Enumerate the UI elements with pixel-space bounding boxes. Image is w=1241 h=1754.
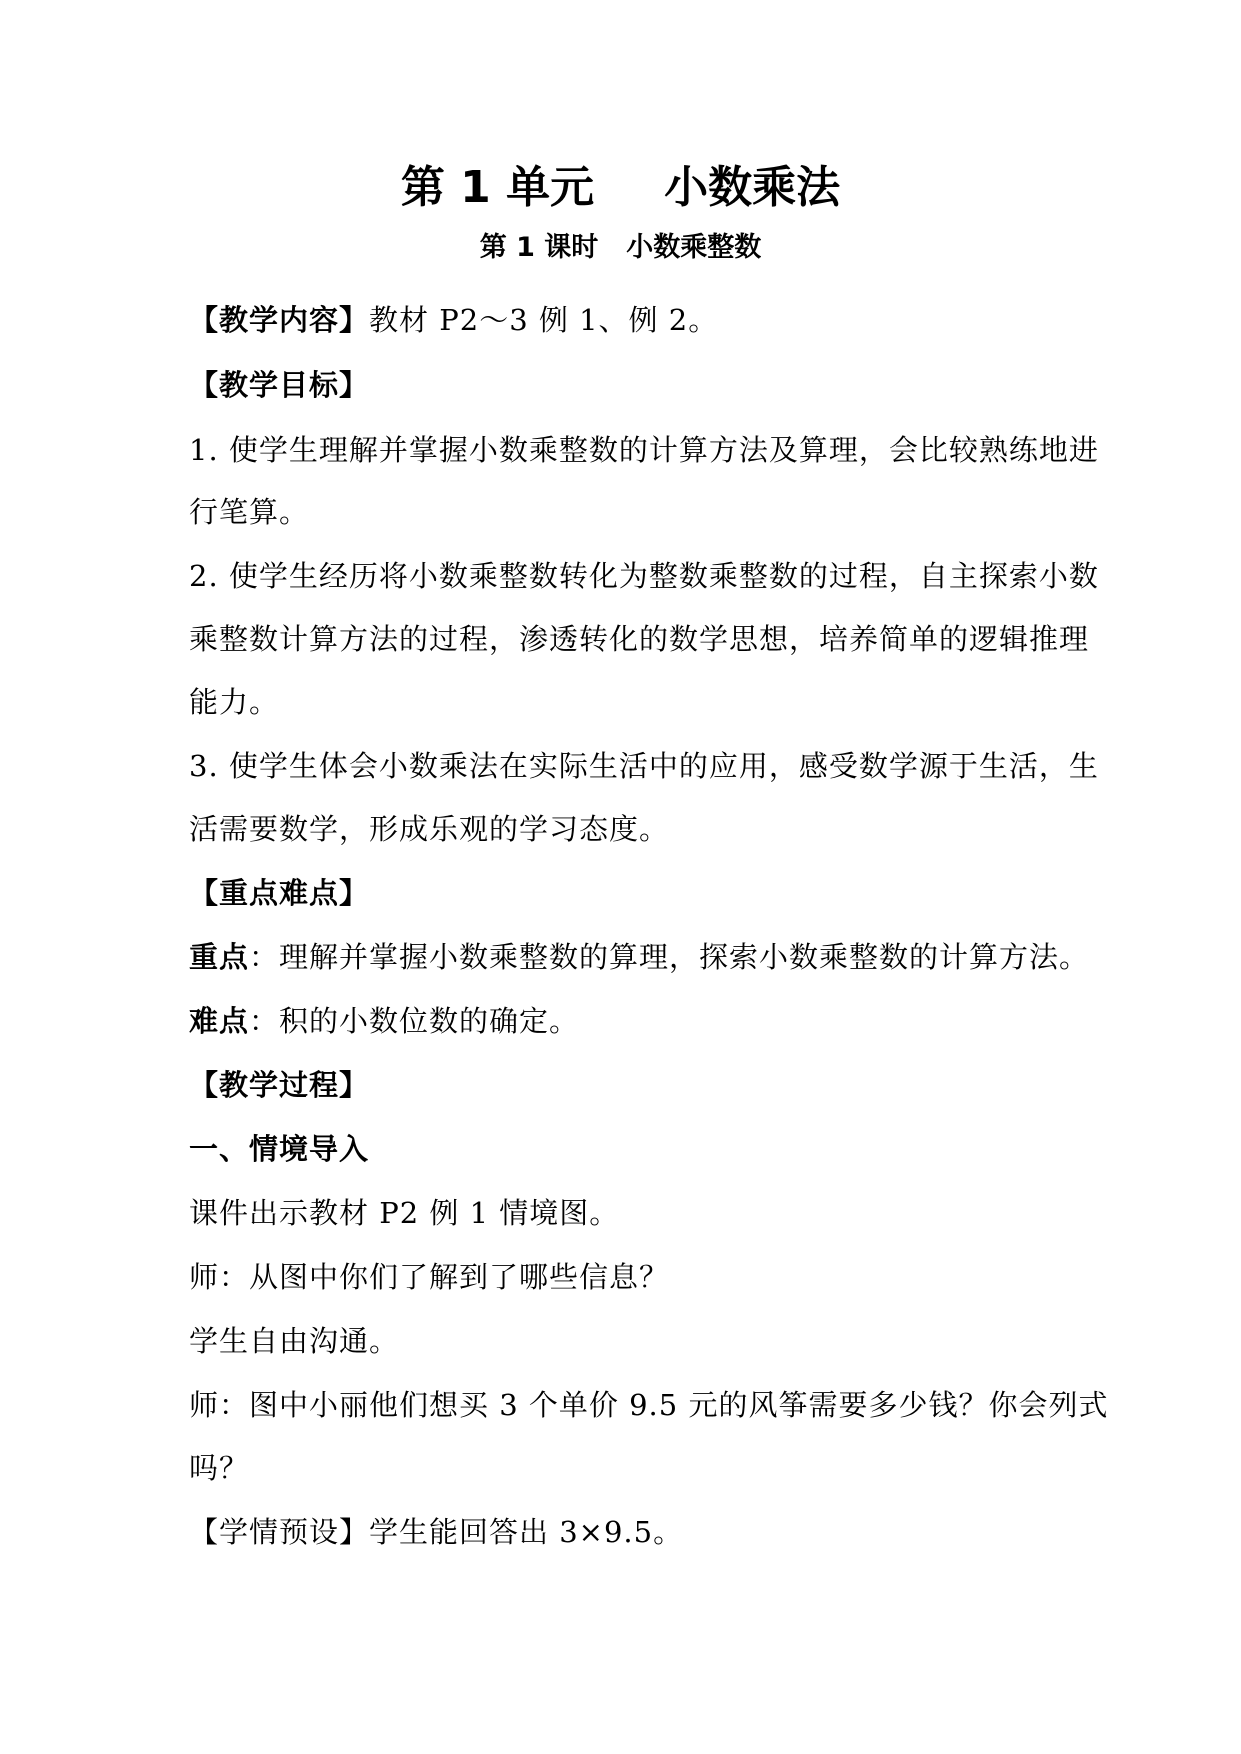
- process-paragraph-2: 师：从图中你们了解到了哪些信息？: [189, 1260, 670, 1294]
- lesson-title: [0, 228, 1241, 268]
- unit-number: 第 1 单元: [400, 162, 595, 213]
- teaching-process-heading: 【教学过程】: [189, 1068, 370, 1102]
- process-paragraph-4-line-2: 吗？: [189, 1451, 250, 1485]
- difficulty-point: [189, 1001, 579, 1041]
- lesson-name: 小数乘整数: [626, 232, 762, 263]
- difficulty-text: ：积的小数位数的确定。: [249, 1004, 580, 1038]
- difficulty-label: 难点: [189, 1004, 250, 1038]
- goal-1-line-1: 1. 使学生理解并掌握小数乘整数的计算方法及算理，会比较熟练地进: [189, 433, 1099, 467]
- goal-2-line-1: 2. 使学生经历将小数乘整数转化为整数乘整数的过程，自主探索小数: [189, 559, 1099, 593]
- section-heading-1: 一、情境导入: [189, 1132, 370, 1166]
- teaching-goals-heading: 【教学目标】: [189, 368, 370, 402]
- goal-1-line-2: 行笔算。: [189, 495, 310, 529]
- goal-3-line-2: 活需要数学，形成乐观的学习态度。: [189, 812, 670, 846]
- goal-2-line-2: 乘整数计算方法的过程，渗透转化的数学思想，培养简单的逻辑推理: [189, 622, 1090, 656]
- keypoints-heading: 【重点难点】: [189, 876, 370, 910]
- lesson-number: 第 1 课时: [479, 232, 599, 263]
- teaching-content-label: 【教学内容】: [189, 303, 370, 337]
- unit-name: 小数乘法: [664, 162, 841, 213]
- goal-2-line-3: 能力。: [189, 685, 280, 719]
- teaching-content: [189, 300, 718, 340]
- process-paragraph-5: 【学情预设】学生能回答出 3×9.5。: [189, 1515, 684, 1549]
- teaching-content-text: 教材 P2～3 例 1、例 2。: [369, 303, 719, 337]
- key-point-label: 重点: [189, 940, 250, 974]
- key-point-text: ：理解并掌握小数乘整数的算理，探索小数乘整数的计算方法。: [249, 940, 1090, 974]
- goal-3-line-1: 3. 使学生体会小数乘法在实际生活中的应用，感受数学源于生活，生: [189, 749, 1099, 783]
- process-paragraph-4-line-1: 师：图中小丽他们想买 3 个单价 9.5 元的风筝需要多少钱？你会列式: [189, 1388, 1109, 1422]
- process-paragraph-3: 学生自由沟通。: [189, 1324, 400, 1358]
- process-paragraph-1: 课件出示教材 P2 例 1 情境图。: [189, 1196, 620, 1230]
- unit-title: [0, 160, 1241, 216]
- key-point: [189, 937, 1089, 977]
